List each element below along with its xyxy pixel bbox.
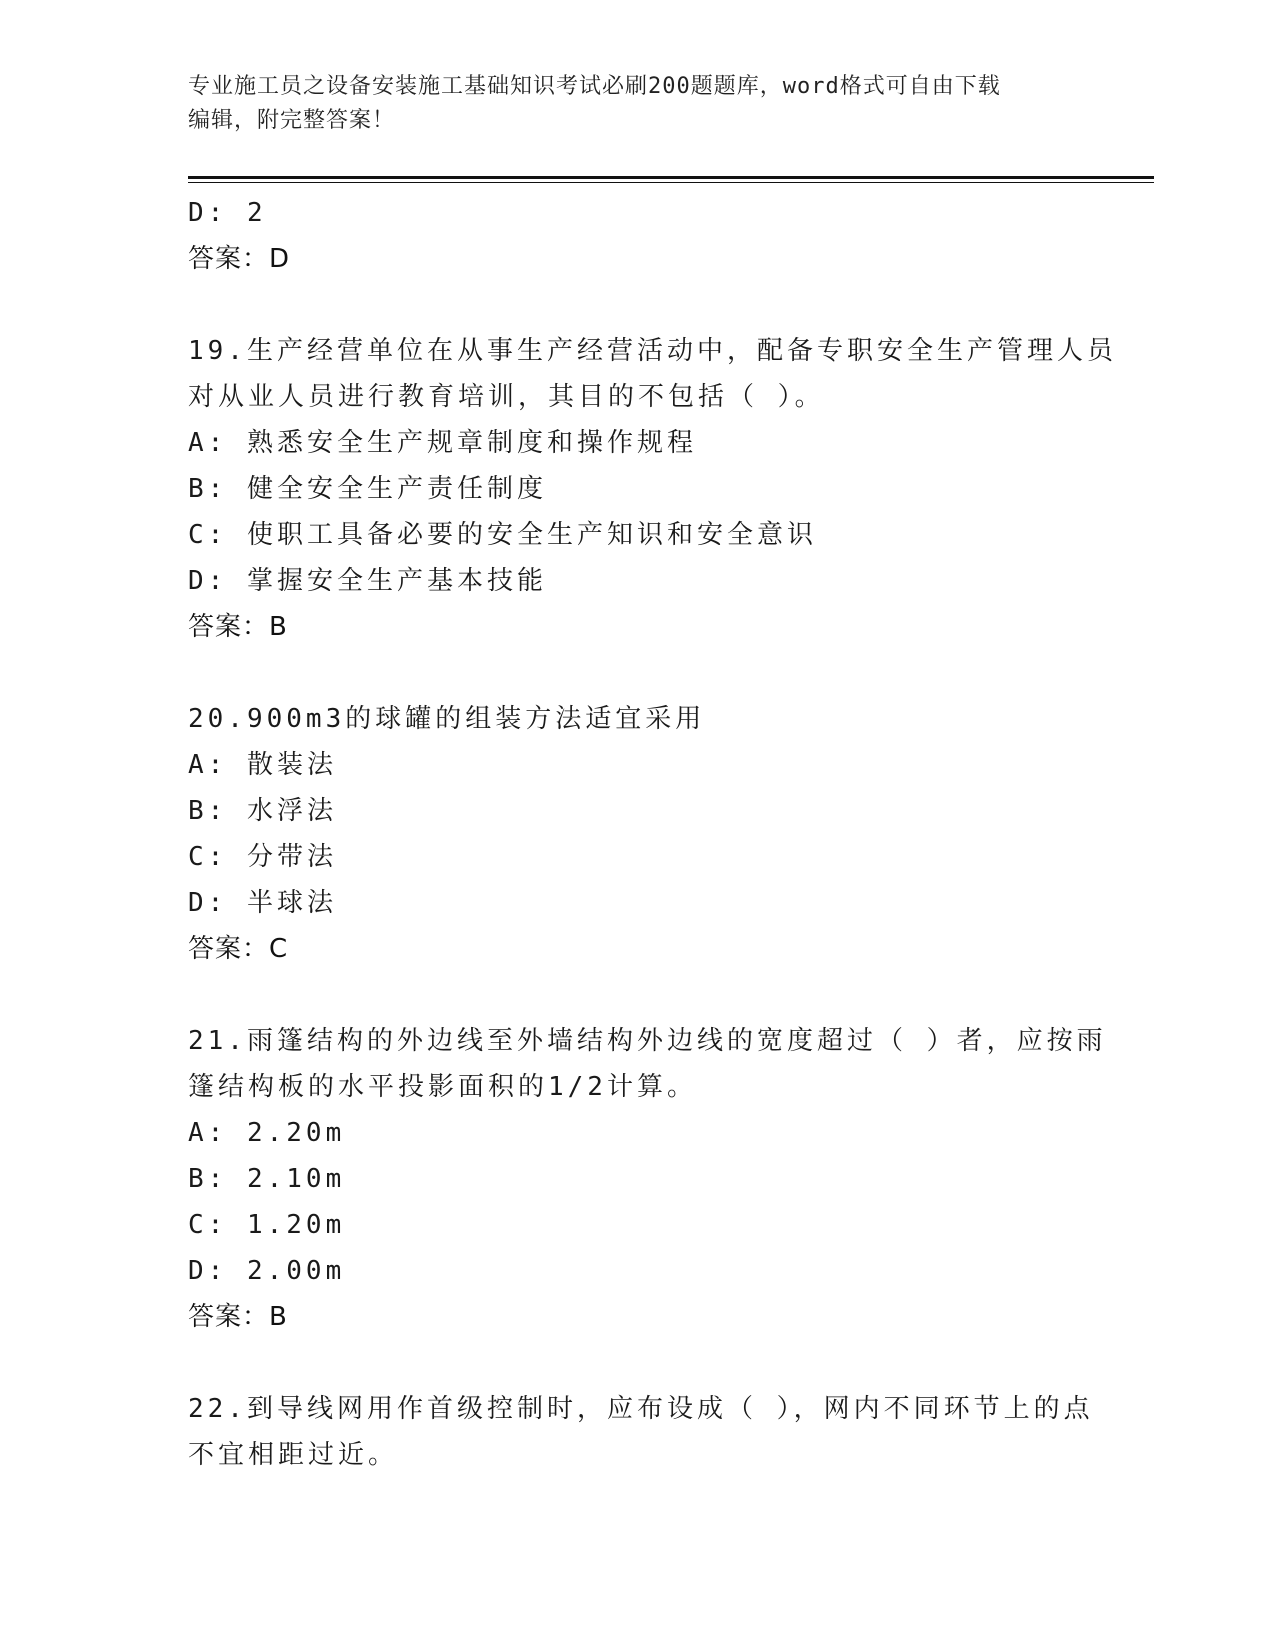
header-divider-thick [188,176,1154,179]
question-stem-line-1: 22.到导线网用作首级控制时，应布设成（ ），网内不同环节上的点 [188,1394,1094,1424]
option-b: B: 水浮法 [188,796,337,826]
document-header [188,70,1088,138]
option-c: C: 1.20m [188,1210,346,1240]
question-stem-line-2: 对从业人员进行教育培训，其目的不包括（ ）。 [188,382,825,412]
question-block-18 [188,190,1088,282]
spacer [188,972,1088,1018]
question-stem-line-2: 篷结构板的水平投影面积的1/2计算。 [188,1072,697,1102]
question-stem-line-1: 20.900m3的球罐的组装方法适宜采用 [188,704,706,734]
option-d: D: 掌握安全生产基本技能 [188,566,547,596]
question-stem-line-1: 21.雨篷结构的外边线至外墙结构外边线的宽度超过（ ）者，应按雨 [188,1026,1107,1056]
option-d: D: 半球法 [188,888,337,918]
spacer [188,282,1088,328]
option-a: A: 熟悉安全生产规章制度和操作规程 [188,428,697,458]
option-a: A: 2.20m [188,1118,346,1148]
question-block-22 [188,1386,1094,1478]
answer-line: 答案：B [188,612,288,642]
question-stem-line-1: 19.生产经营单位在从事生产经营活动中，配备专职安全生产管理人员 [188,336,1117,366]
answer-line: 答案：C [188,934,289,964]
option-a: A: 散装法 [188,750,337,780]
question-list [188,190,1117,1478]
header-title-line-1: 专业施工员之设备安装施工基础知识考试必刷200题题库，word格式可自由下载 [188,74,1001,99]
question-stem-line-2: 不宜相距过近。 [188,1440,399,1470]
option-b: B: 2.10m [188,1164,346,1194]
answer-line: 答案：D [188,244,291,274]
option-d: D: 2 [188,198,267,228]
header-divider-thin [188,182,1154,183]
option-d: D: 2.00m [188,1256,346,1286]
question-block-19 [188,328,1117,650]
header-title-line-2: 编辑，附完整答案！ [188,108,396,133]
question-block-21 [188,1018,1107,1340]
spacer [188,650,1088,696]
spacer [188,1340,1088,1386]
option-c: C: 分带法 [188,842,337,872]
option-b: B: 健全安全生产责任制度 [188,474,547,504]
question-block-20 [188,696,1088,972]
option-c: C: 使职工具备必要的安全生产知识和安全意识 [188,520,817,550]
answer-line: 答案：B [188,1302,288,1332]
